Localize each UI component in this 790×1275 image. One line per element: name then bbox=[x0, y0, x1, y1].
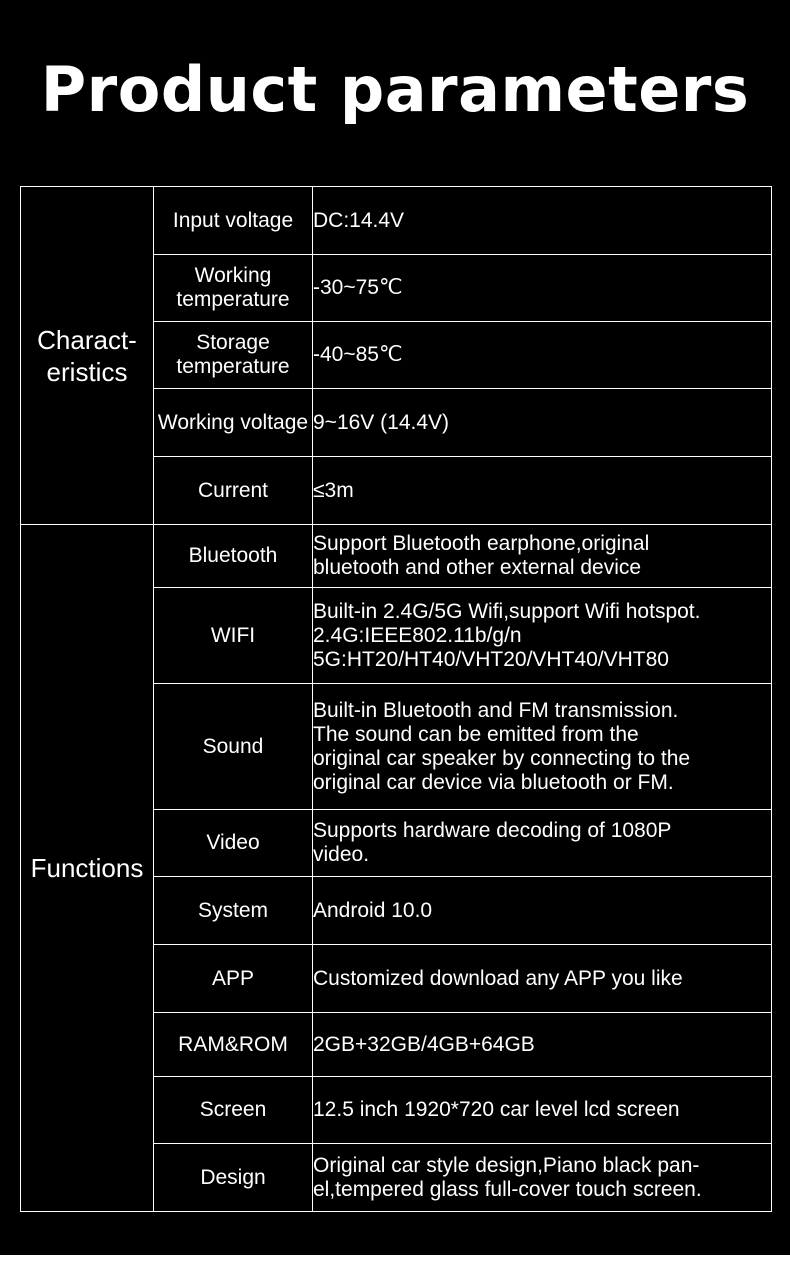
param-value: Original car style design,Piano black pan- el,tempered glass full-cover touch screen. bbox=[313, 1144, 772, 1212]
param-label: Working voltage bbox=[154, 389, 313, 457]
param-label: System bbox=[154, 877, 313, 945]
param-value: ≤3m bbox=[313, 457, 772, 525]
param-value: -40~85℃ bbox=[313, 322, 772, 389]
table-row bbox=[21, 187, 772, 255]
param-label: Bluetooth bbox=[154, 525, 313, 588]
param-label: Sound bbox=[154, 684, 313, 810]
param-label: Video bbox=[154, 810, 313, 877]
param-label: Design bbox=[154, 1144, 313, 1212]
param-value: Support Bluetooth earphone,original bluetooth and other external device bbox=[313, 525, 772, 588]
param-value: 12.5 inch 1920*720 car level lcd screen bbox=[313, 1077, 772, 1144]
param-value: Supports hardware decoding of 1080P video. bbox=[313, 810, 772, 877]
param-label: WIFI bbox=[154, 588, 313, 684]
param-label: Screen bbox=[154, 1077, 313, 1144]
parameters-table bbox=[20, 186, 772, 1212]
section-header-functions: Functions bbox=[21, 525, 154, 1212]
param-value: Built-in 2.4G/5G Wifi,support Wifi hotspot. 2.4G:IEEE802.11b/g/n 5G:HT20/HT40/VHT20/VHT40/VHT80 bbox=[313, 588, 772, 684]
param-label: APP bbox=[154, 945, 313, 1013]
param-value: Built-in Bluetooth and FM transmission. The sound can be emitted from the original car speaker by connecting to the original car device via bluetooth or FM. bbox=[313, 684, 772, 810]
param-value: Customized download any APP you like bbox=[313, 945, 772, 1013]
param-label: Input voltage bbox=[154, 187, 313, 255]
param-label: Working temperature bbox=[154, 255, 313, 322]
param-value: Android 10.0 bbox=[313, 877, 772, 945]
param-value: DC:14.4V bbox=[313, 187, 772, 255]
param-value: -30~75℃ bbox=[313, 255, 772, 322]
section-header-characteristics: Charact- eristics bbox=[21, 187, 154, 525]
page-title: Product parameters bbox=[40, 53, 750, 126]
param-value: 9~16V (14.4V) bbox=[313, 389, 772, 457]
table-row bbox=[21, 525, 772, 588]
param-value: 2GB+32GB/4GB+64GB bbox=[313, 1013, 772, 1077]
param-label: RAM&ROM bbox=[154, 1013, 313, 1077]
param-label: Current bbox=[154, 457, 313, 525]
param-label: Storage temperature bbox=[154, 322, 313, 389]
